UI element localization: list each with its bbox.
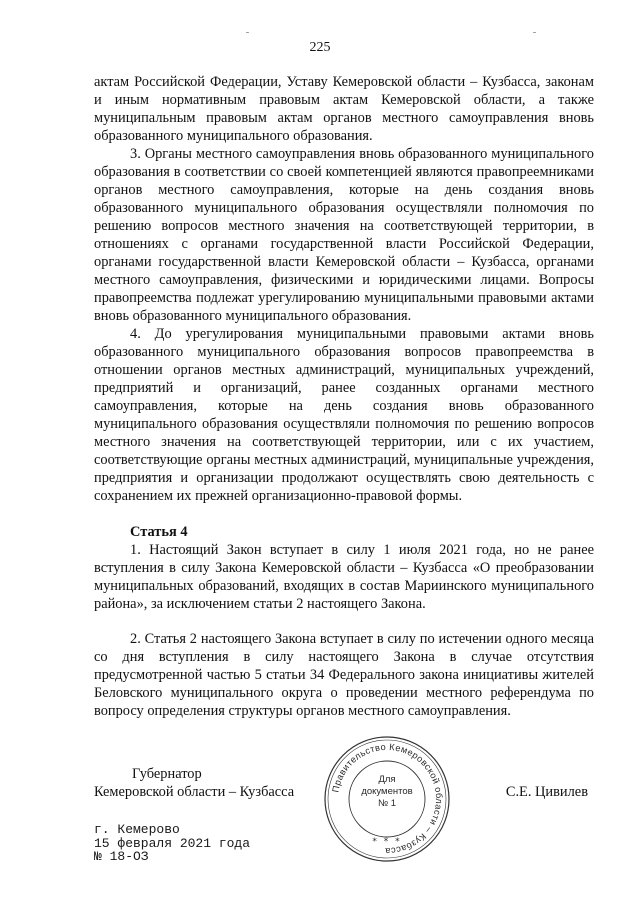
signatory-region: Кемеровской области – Кузбасса [94,784,295,800]
seal-center-line: Для [378,774,396,785]
signatory-title: Губернатор [132,766,202,782]
document-body [94,73,594,720]
seal-center-line: № 1 [377,798,397,809]
paragraph-3: 3. Органы местного самоуправления вновь образованного муниципального образования в соответствии со своей компетенцией являются правопреемниками органов местного самоуправления, которые на день создания вновь образованного муниципального образования осуществляли полномочия по решению вопросов местного значения на соответствующей территории, в отношениях с органами государственной власти Российской Федерации, органами государственной власти Кемеровской области – Кузбасса, органами местного самоуправления, физическими и юридическими лицами. Вопросы правопреемства подлежат урегулированию муниципальными правовыми актами вновь образованного муниципального образования. [94,146,594,324]
official-seal [322,734,452,864]
page-number: 225 [309,40,331,55]
article-heading: Статья 4 [130,524,188,540]
seal-stars: * * * [372,837,402,847]
paragraph-4: 4. До урегулирования муниципальными правовыми актами вновь образованного муниципального образования вопросов правопреемства в отношении органов местных администраций, муниципальных учреждений, предприятий и организаций, ранее созданных органами местного самоуправления, которые на день создания вновь образованного муниципального образования осуществляли полномочия по решению вопросов местного значения на соответствующей территории, или с их участием, соответствующие органы местных администраций, муниципальные учреждения, предприятия и организации продолжают осуществлять свою деятельность с сохранением их прежней организационно-правовой формы. [94,326,594,504]
seal-center-line: документов [361,786,413,797]
footer-number: № 18-ОЗ [94,849,149,864]
scan-speck [533,32,536,33]
footer-city: г. Кемерово [94,822,180,837]
signatory-name: С.Е. Цивилев [505,784,588,800]
paragraph-continuation: актам Российской Федерации, Уставу Кемеровской области – Кузбасса, законам и иным нормативным правовым актам Кемеровской области, а также муниципальным правовым актам органов местного самоуправления вновь образованного муниципального образования. [94,74,594,144]
article-item-1: 1. Настоящий Закон вступает в силу 1 июля 2021 года, но не ранее вступления в силу Закона Кемеровской области – Кузбасса «О преобразовании муниципальных образований, входящих в состав Мариинского муниципального района», за исключением статьи 2 настоящего Закона. [94,542,594,612]
article-item-2: 2. Статья 2 настоящего Закона вступает в силу по истечении одного месяца со дня вступления в силу настоящего Закона в случае отсутствия предусмотренной частью 5 статьи 34 Федерального закона инициативы жителей Беловского муниципального округа о проведении местного референдума по вопросу определения структуры органов местного самоуправления. [94,631,594,719]
scan-speck [246,32,249,33]
footer-date: 15 февраля 2021 года [94,835,251,851]
seal-center-text [322,774,452,810]
document-footer [94,823,250,864]
seal-ring-text: Правительство Кемеровской области – Кузбасса [330,741,445,857]
